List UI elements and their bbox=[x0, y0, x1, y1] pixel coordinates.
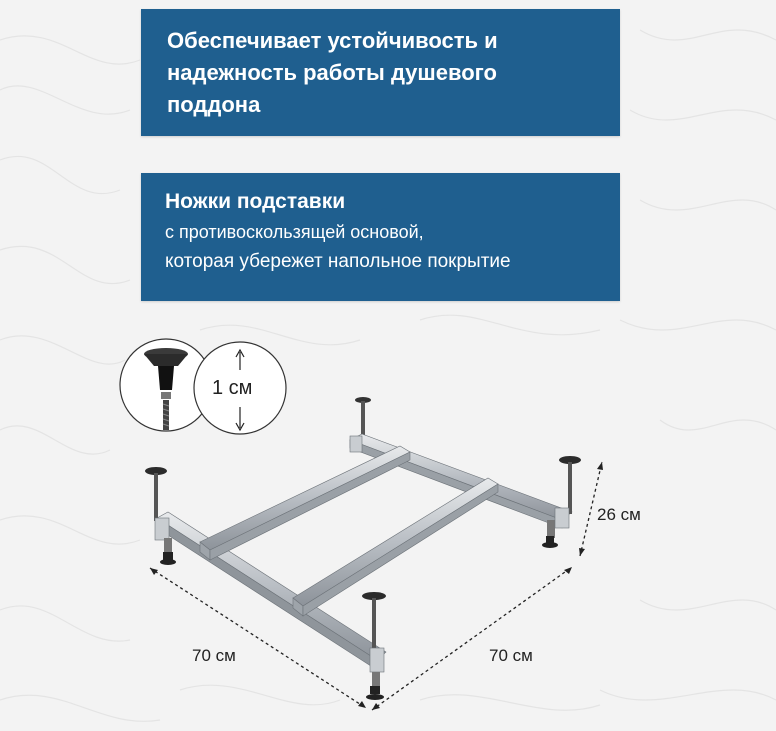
foot-right bbox=[542, 456, 581, 548]
banner-feet-title: Ножки подставки bbox=[165, 190, 346, 213]
frame-cross-bar-1 bbox=[200, 446, 410, 560]
foot-height-label: 1 см bbox=[212, 377, 253, 399]
height-label: 26 см bbox=[597, 505, 641, 524]
banner-feet-line-1: с противоскользящей основой, bbox=[165, 222, 424, 242]
foot-back-left bbox=[355, 397, 371, 439]
banner-feet-line-2: которая убережет напольное покрытие bbox=[165, 251, 511, 272]
right-width-label: 70 см bbox=[489, 646, 533, 665]
left-width-label: 70 см bbox=[192, 646, 236, 665]
banner-stability-text: Обеспечивает устойчивость и надежность работы душевого поддона bbox=[167, 28, 498, 117]
